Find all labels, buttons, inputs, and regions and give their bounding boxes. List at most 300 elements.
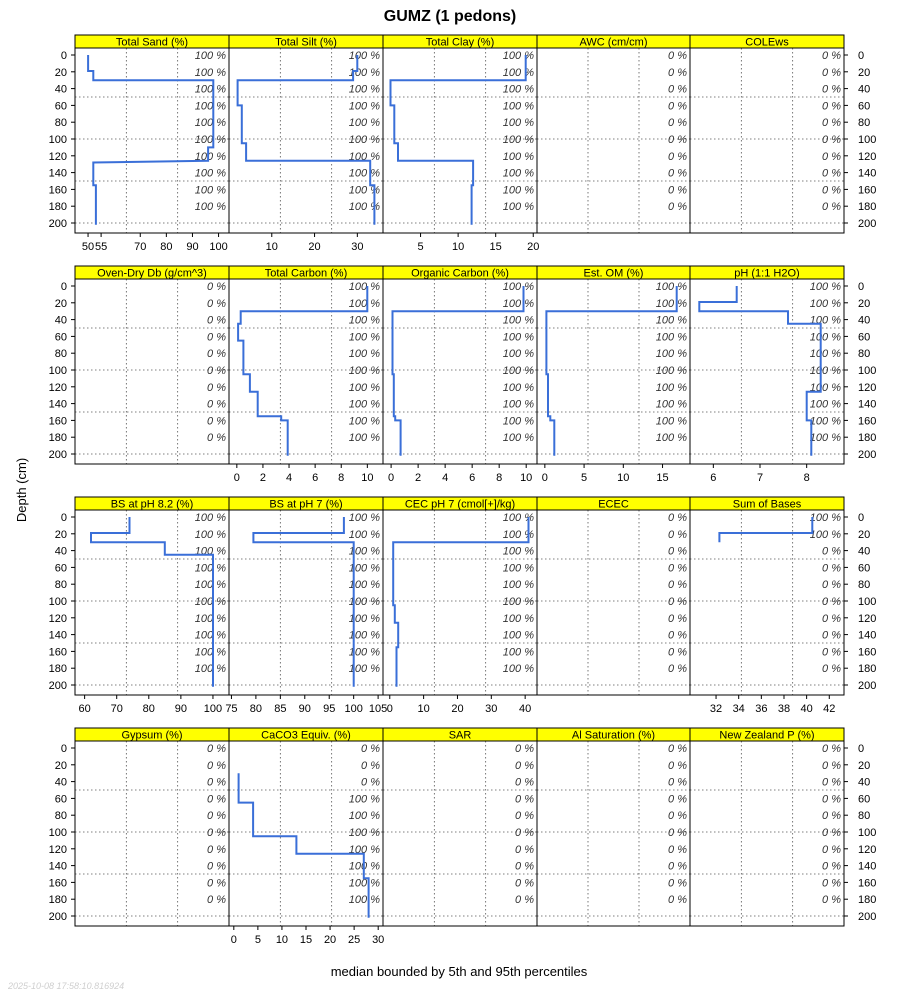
pct-label: 100 % <box>809 381 841 394</box>
pct-label: 100 % <box>348 415 380 428</box>
pct-label: 100 % <box>809 365 841 377</box>
y-tick-label-left: 40 <box>54 314 67 327</box>
pct-label: 0 % <box>668 663 687 676</box>
strip-label: CEC pH 7 (cmol[+]/kg) <box>404 498 516 511</box>
pct-label: 100 % <box>655 281 687 293</box>
pct-label: 100 % <box>194 50 226 62</box>
y-tick-label-left: 40 <box>54 776 67 789</box>
strip-label: Total Silt (%) <box>275 36 337 49</box>
pct-label: 100 % <box>348 663 380 676</box>
x-tick-label: 105 <box>368 703 388 715</box>
x-tick-label: 0 <box>230 934 237 946</box>
y-tick-label-right: 120 <box>858 381 877 394</box>
pct-label: 100 % <box>348 398 380 411</box>
strip-label: Organic Carbon (%) <box>411 267 509 280</box>
y-tick-label-left: 20 <box>54 66 67 79</box>
x-tick-label: 15 <box>489 241 502 253</box>
pct-label: 0 % <box>207 365 226 377</box>
y-tick-label-right: 0 <box>858 50 865 62</box>
y-tick-label-left: 40 <box>54 83 67 96</box>
y-tick-label-right: 120 <box>858 843 877 856</box>
panel-9 <box>690 266 844 484</box>
pct-label: 0 % <box>822 66 841 79</box>
y-tick-label-left: 0 <box>60 50 67 62</box>
pct-label: 0 % <box>822 201 841 214</box>
pct-label: 100 % <box>502 528 534 541</box>
pct-label: 0 % <box>668 612 687 625</box>
y-tick-label-left: 140 <box>48 398 67 411</box>
pct-label: 100 % <box>348 184 380 197</box>
pct-label: 0 % <box>668 860 687 873</box>
series-line <box>699 286 820 456</box>
pct-label: 100 % <box>655 415 687 428</box>
strip-label: New Zealand P (%) <box>719 729 815 742</box>
pct-label: 100 % <box>502 415 534 428</box>
pct-label: 0 % <box>207 398 226 411</box>
pct-label: 100 % <box>502 184 534 197</box>
strip-label: BS at pH 8.2 (%) <box>110 498 194 511</box>
pct-label: 0 % <box>207 776 226 789</box>
x-tick-label: 80 <box>160 241 173 253</box>
pct-label: 0 % <box>822 83 841 96</box>
x-tick-label: 8 <box>496 472 503 484</box>
x-tick-label: 32 <box>709 703 723 715</box>
pct-label: 100 % <box>502 562 534 575</box>
y-tick-label-right: 180 <box>858 201 877 214</box>
panel-6 <box>229 266 383 484</box>
pct-label: 0 % <box>668 50 687 62</box>
pct-label: 100 % <box>502 381 534 394</box>
panel-11 <box>225 497 387 715</box>
pct-label: 100 % <box>348 432 380 445</box>
pct-label: 0 % <box>207 314 226 327</box>
pct-label: 100 % <box>809 512 841 524</box>
y-tick-label-right: 20 <box>858 297 871 310</box>
strip-label: SAR <box>448 729 472 742</box>
y-tick-label-left: 0 <box>60 743 67 755</box>
pct-label: 100 % <box>502 314 534 327</box>
y-tick-label-right: 100 <box>858 827 877 839</box>
pct-label: 0 % <box>668 184 687 197</box>
x-tick-label: 80 <box>249 703 263 715</box>
pct-label: 0 % <box>668 66 687 79</box>
strip-label: BS at pH 7 (%) <box>269 498 343 511</box>
y-tick-label-left: 60 <box>54 100 67 113</box>
pct-label: 0 % <box>515 827 534 839</box>
x-tick-label: 5 <box>581 472 588 484</box>
x-tick-label: 10 <box>617 472 630 484</box>
x-tick-label: 36 <box>755 703 768 715</box>
y-tick-label-left: 160 <box>48 646 67 659</box>
x-tick-label: 0 <box>388 472 395 484</box>
pct-label: 0 % <box>822 843 841 856</box>
pct-label: 0 % <box>207 860 226 873</box>
x-tick-label: 30 <box>485 703 498 715</box>
pct-label: 0 % <box>207 793 226 806</box>
y-tick-label-left: 100 <box>48 134 67 146</box>
y-tick-label-left: 20 <box>54 528 67 541</box>
x-tick-label: 6 <box>710 472 717 484</box>
panel-18 <box>537 728 690 926</box>
panel-2 <box>383 35 539 253</box>
pct-label: 100 % <box>194 528 226 541</box>
series-line <box>719 517 812 542</box>
pct-label: 100 % <box>502 398 534 411</box>
y-tick-label-right: 60 <box>858 331 871 344</box>
panel-frame <box>690 48 844 233</box>
pct-label: 0 % <box>515 759 534 772</box>
pct-label: 100 % <box>502 512 534 524</box>
x-tick-label: 10 <box>417 703 430 715</box>
pct-label: 100 % <box>655 432 687 445</box>
y-tick-label-right: 20 <box>858 759 871 772</box>
y-tick-label-right: 200 <box>858 911 877 923</box>
pct-label: 100 % <box>194 184 226 197</box>
y-tick-label-left: 80 <box>54 579 67 592</box>
y-tick-label-right: 60 <box>858 793 871 806</box>
pct-label: 100 % <box>809 297 841 310</box>
pct-label: 0 % <box>822 629 841 642</box>
panel-0 <box>75 35 229 253</box>
x-tick-label: 50 <box>81 241 95 253</box>
pct-label: 100 % <box>502 365 534 377</box>
y-tick-label-left: 180 <box>48 432 67 445</box>
pct-label: 0 % <box>515 860 534 873</box>
pct-label: 0 % <box>822 894 841 907</box>
panel-4 <box>690 35 844 233</box>
pct-label: 100 % <box>194 596 226 608</box>
y-tick-label-left: 60 <box>54 793 67 806</box>
pct-label: 0 % <box>668 167 687 180</box>
pct-label: 0 % <box>515 877 534 890</box>
pct-label: 0 % <box>822 167 841 180</box>
pct-label: 0 % <box>668 201 687 214</box>
pct-label: 100 % <box>655 348 687 361</box>
pct-label: 0 % <box>668 117 687 130</box>
x-tick-label: 42 <box>823 703 836 715</box>
y-tick-label-right: 140 <box>858 629 877 642</box>
y-axis-label: Depth (cm) <box>14 457 29 523</box>
y-tick-label-left: 80 <box>54 117 67 130</box>
y-tick-label-left: 200 <box>48 449 67 461</box>
pct-label: 100 % <box>655 381 687 394</box>
pct-label: 0 % <box>668 743 687 755</box>
pct-label: 0 % <box>822 776 841 789</box>
pct-label: 0 % <box>668 134 687 146</box>
x-tick-label: 90 <box>174 703 187 715</box>
y-tick-label-right: 180 <box>858 894 877 907</box>
y-tick-label-right: 200 <box>858 218 877 230</box>
pct-label: 100 % <box>502 545 534 558</box>
x-tick-label: 0 <box>233 472 240 484</box>
y-tick-label-left: 0 <box>60 281 67 293</box>
x-tick-label: 7 <box>756 472 764 484</box>
pct-label: 100 % <box>655 331 687 344</box>
panel-3 <box>537 35 690 233</box>
pct-label: 100 % <box>348 348 380 361</box>
pct-label: 100 % <box>348 860 380 873</box>
strip-label: Oven-Dry Db (g/cm^3) <box>97 267 207 280</box>
pct-label: 100 % <box>348 562 380 575</box>
pct-label: 100 % <box>655 398 687 411</box>
x-tick-label: 10 <box>361 472 374 484</box>
y-tick-label-left: 180 <box>48 663 67 676</box>
series-line <box>253 517 353 687</box>
y-tick-label-right: 100 <box>858 134 877 146</box>
pct-label: 0 % <box>668 545 687 558</box>
panel-19 <box>690 728 844 926</box>
panel-14 <box>690 497 844 715</box>
pct-label: 100 % <box>502 66 534 79</box>
pct-label: 100 % <box>348 810 380 823</box>
x-tick-label: 100 <box>209 241 228 253</box>
pct-label: 0 % <box>207 759 226 772</box>
pct-label: 0 % <box>207 810 226 823</box>
y-tick-label-left: 80 <box>54 348 67 361</box>
pct-label: 0 % <box>822 117 841 130</box>
panel-1 <box>229 35 383 253</box>
pct-label: 100 % <box>809 314 841 327</box>
y-tick-label-right: 40 <box>858 83 871 96</box>
pct-label: 0 % <box>207 432 226 445</box>
pct-label: 0 % <box>207 877 226 890</box>
y-tick-label-right: 0 <box>858 512 865 524</box>
pct-label: 100 % <box>502 646 534 659</box>
y-tick-label-right: 200 <box>858 680 877 692</box>
pct-label: 100 % <box>502 612 534 625</box>
pct-label: 100 % <box>194 83 226 96</box>
panel-5 <box>75 266 229 464</box>
y-tick-label-right: 80 <box>858 810 871 823</box>
panel-frame <box>690 741 844 926</box>
y-tick-label-right: 60 <box>858 100 871 113</box>
panel-8 <box>537 266 690 484</box>
pct-label: 0 % <box>822 134 841 146</box>
pct-label: 100 % <box>194 117 226 130</box>
pct-label: 0 % <box>822 612 841 625</box>
pct-label: 100 % <box>194 612 226 625</box>
x-tick-label: 90 <box>186 241 199 253</box>
pct-label: 0 % <box>515 894 534 907</box>
x-tick-label: 4 <box>285 472 293 484</box>
panel-10 <box>75 497 229 715</box>
panels-group <box>49 35 877 946</box>
pct-label: 100 % <box>809 415 841 428</box>
y-tick-label-right: 160 <box>858 184 877 197</box>
y-tick-label-left: 0 <box>60 512 67 524</box>
pct-label: 100 % <box>194 201 226 214</box>
pct-label: 0 % <box>207 743 226 755</box>
y-tick-label-right: 80 <box>858 348 871 361</box>
pct-label: 0 % <box>822 877 841 890</box>
pct-label: 100 % <box>348 134 380 146</box>
pct-label: 100 % <box>348 167 380 180</box>
y-tick-label-right: 20 <box>858 528 871 541</box>
y-tick-label-right: 40 <box>858 545 871 558</box>
pct-label: 100 % <box>502 579 534 592</box>
x-tick-label: 8 <box>338 472 345 484</box>
x-tick-label: 15 <box>299 934 313 946</box>
y-tick-label-left: 120 <box>48 381 67 394</box>
pct-label: 100 % <box>502 281 534 293</box>
y-tick-label-left: 180 <box>48 201 67 214</box>
strip-label: Gypsum (%) <box>121 729 183 742</box>
pct-label: 100 % <box>348 545 380 558</box>
pct-label: 0 % <box>207 415 226 428</box>
pct-label: 100 % <box>194 167 226 180</box>
y-tick-label-right: 120 <box>858 150 877 163</box>
x-tick-label: 85 <box>274 703 287 715</box>
strip-label: ECEC <box>598 498 629 511</box>
pct-label: 100 % <box>809 398 841 411</box>
pct-label: 100 % <box>502 50 534 62</box>
x-tick-label: 10 <box>520 472 533 484</box>
x-tick-label: 100 <box>203 703 223 715</box>
pct-label: 0 % <box>207 827 226 839</box>
pct-label: 0 % <box>822 860 841 873</box>
x-tick-label: 30 <box>372 934 385 946</box>
panel-13 <box>537 497 690 695</box>
pct-label: 100 % <box>194 579 226 592</box>
x-tick-label: 6 <box>469 472 476 484</box>
x-axis-label: median bounded by 5th and 95th percentiles <box>330 964 588 979</box>
x-tick-label: 6 <box>312 472 319 484</box>
pct-label: 0 % <box>822 596 841 608</box>
pct-label: 100 % <box>809 331 841 344</box>
pct-label: 0 % <box>515 810 534 823</box>
pct-label: 100 % <box>348 894 380 907</box>
x-tick-label: 70 <box>110 703 123 715</box>
pct-label: 0 % <box>822 646 841 659</box>
chart-title: GUMZ (1 pedons) <box>383 8 517 25</box>
pct-label: 0 % <box>822 562 841 575</box>
strip-label: pH (1:1 H2O) <box>734 267 800 280</box>
x-tick-label: 80 <box>142 703 155 715</box>
strip-label: CaCO3 Equiv. (%) <box>261 729 351 742</box>
pct-label: 0 % <box>668 100 687 113</box>
y-tick-label-right: 20 <box>858 66 871 79</box>
panel-16 <box>229 728 384 946</box>
pct-label: 0 % <box>207 281 226 293</box>
x-tick-label: 0 <box>541 472 548 484</box>
y-tick-label-left: 200 <box>48 218 67 230</box>
pct-label: 100 % <box>194 646 226 659</box>
x-tick-label: 60 <box>78 703 91 715</box>
pct-label: 100 % <box>348 297 380 310</box>
panel-12 <box>383 497 537 715</box>
pct-label: 0 % <box>822 150 841 163</box>
y-tick-label-left: 100 <box>48 596 67 608</box>
pct-label: 0 % <box>207 894 226 907</box>
pct-label: 0 % <box>822 827 841 839</box>
pct-label: 100 % <box>348 843 380 856</box>
pct-label: 100 % <box>348 100 380 113</box>
y-tick-label-left: 120 <box>48 150 67 163</box>
y-tick-label-left: 160 <box>48 877 67 890</box>
y-tick-label-left: 160 <box>48 184 67 197</box>
pct-label: 100 % <box>502 331 534 344</box>
pct-label: 100 % <box>348 150 380 163</box>
pct-label: 0 % <box>822 663 841 676</box>
pct-label: 100 % <box>348 314 380 327</box>
pct-label: 0 % <box>668 843 687 856</box>
y-tick-label-right: 140 <box>858 398 877 411</box>
pct-label: 0 % <box>515 743 534 755</box>
x-tick-label: 40 <box>800 703 813 715</box>
strip-label: Sum of Bases <box>732 498 802 511</box>
y-tick-label-left: 100 <box>48 365 67 377</box>
pct-label: 100 % <box>809 528 841 541</box>
pct-label: 0 % <box>822 100 841 113</box>
x-tick-label: 0 <box>386 703 393 715</box>
pct-label: 0 % <box>361 743 380 755</box>
panel-frame <box>75 741 229 926</box>
panel-15 <box>75 728 229 926</box>
y-tick-label-right: 140 <box>858 860 877 873</box>
x-tick-label: 8 <box>803 472 810 484</box>
y-tick-label-left: 40 <box>54 545 67 558</box>
pct-label: 100 % <box>194 66 226 79</box>
y-tick-label-right: 200 <box>858 449 877 461</box>
pct-label: 100 % <box>194 512 226 524</box>
y-tick-label-right: 40 <box>858 776 871 789</box>
x-tick-label: 20 <box>451 703 464 715</box>
pct-label: 0 % <box>207 348 226 361</box>
strip-label: Total Carbon (%) <box>264 267 348 280</box>
pct-label: 100 % <box>348 528 380 541</box>
strip-label: Al Saturation (%) <box>571 729 656 742</box>
pct-label: 0 % <box>668 827 687 839</box>
x-tick-label: 20 <box>308 241 321 253</box>
pct-label: 100 % <box>348 629 380 642</box>
pct-label: 100 % <box>502 201 534 214</box>
x-tick-label: 30 <box>351 241 364 253</box>
pct-label: 100 % <box>194 629 226 642</box>
y-tick-label-left: 140 <box>48 167 67 180</box>
pct-label: 100 % <box>348 612 380 625</box>
pct-label: 100 % <box>194 100 226 113</box>
pct-label: 100 % <box>194 150 226 163</box>
pct-label: 100 % <box>655 365 687 377</box>
pct-label: 0 % <box>668 629 687 642</box>
pct-label: 0 % <box>515 793 534 806</box>
y-tick-label-left: 80 <box>54 810 67 823</box>
pct-label: 100 % <box>502 117 534 130</box>
x-tick-label: 4 <box>442 472 449 484</box>
pct-label: 100 % <box>655 314 687 327</box>
x-tick-label: 5 <box>417 241 424 253</box>
pct-label: 0 % <box>822 579 841 592</box>
pct-label: 0 % <box>668 150 687 163</box>
y-tick-label-right: 180 <box>858 432 877 445</box>
y-tick-label-right: 80 <box>858 579 871 592</box>
pct-label: 0 % <box>822 759 841 772</box>
pct-label: 0 % <box>207 331 226 344</box>
pct-label: 100 % <box>194 562 226 575</box>
y-tick-label-right: 140 <box>858 167 877 180</box>
pct-label: 100 % <box>348 83 380 96</box>
pct-label: 100 % <box>655 297 687 310</box>
pct-label: 0 % <box>668 562 687 575</box>
y-tick-label-left: 140 <box>48 860 67 873</box>
strip-label: Est. OM (%) <box>583 267 644 280</box>
pct-label: 0 % <box>668 512 687 524</box>
panel-17 <box>383 728 537 926</box>
y-tick-label-left: 140 <box>48 629 67 642</box>
panel-frame <box>383 741 537 926</box>
pct-label: 100 % <box>809 281 841 293</box>
strip-label: COLEws <box>745 36 789 49</box>
